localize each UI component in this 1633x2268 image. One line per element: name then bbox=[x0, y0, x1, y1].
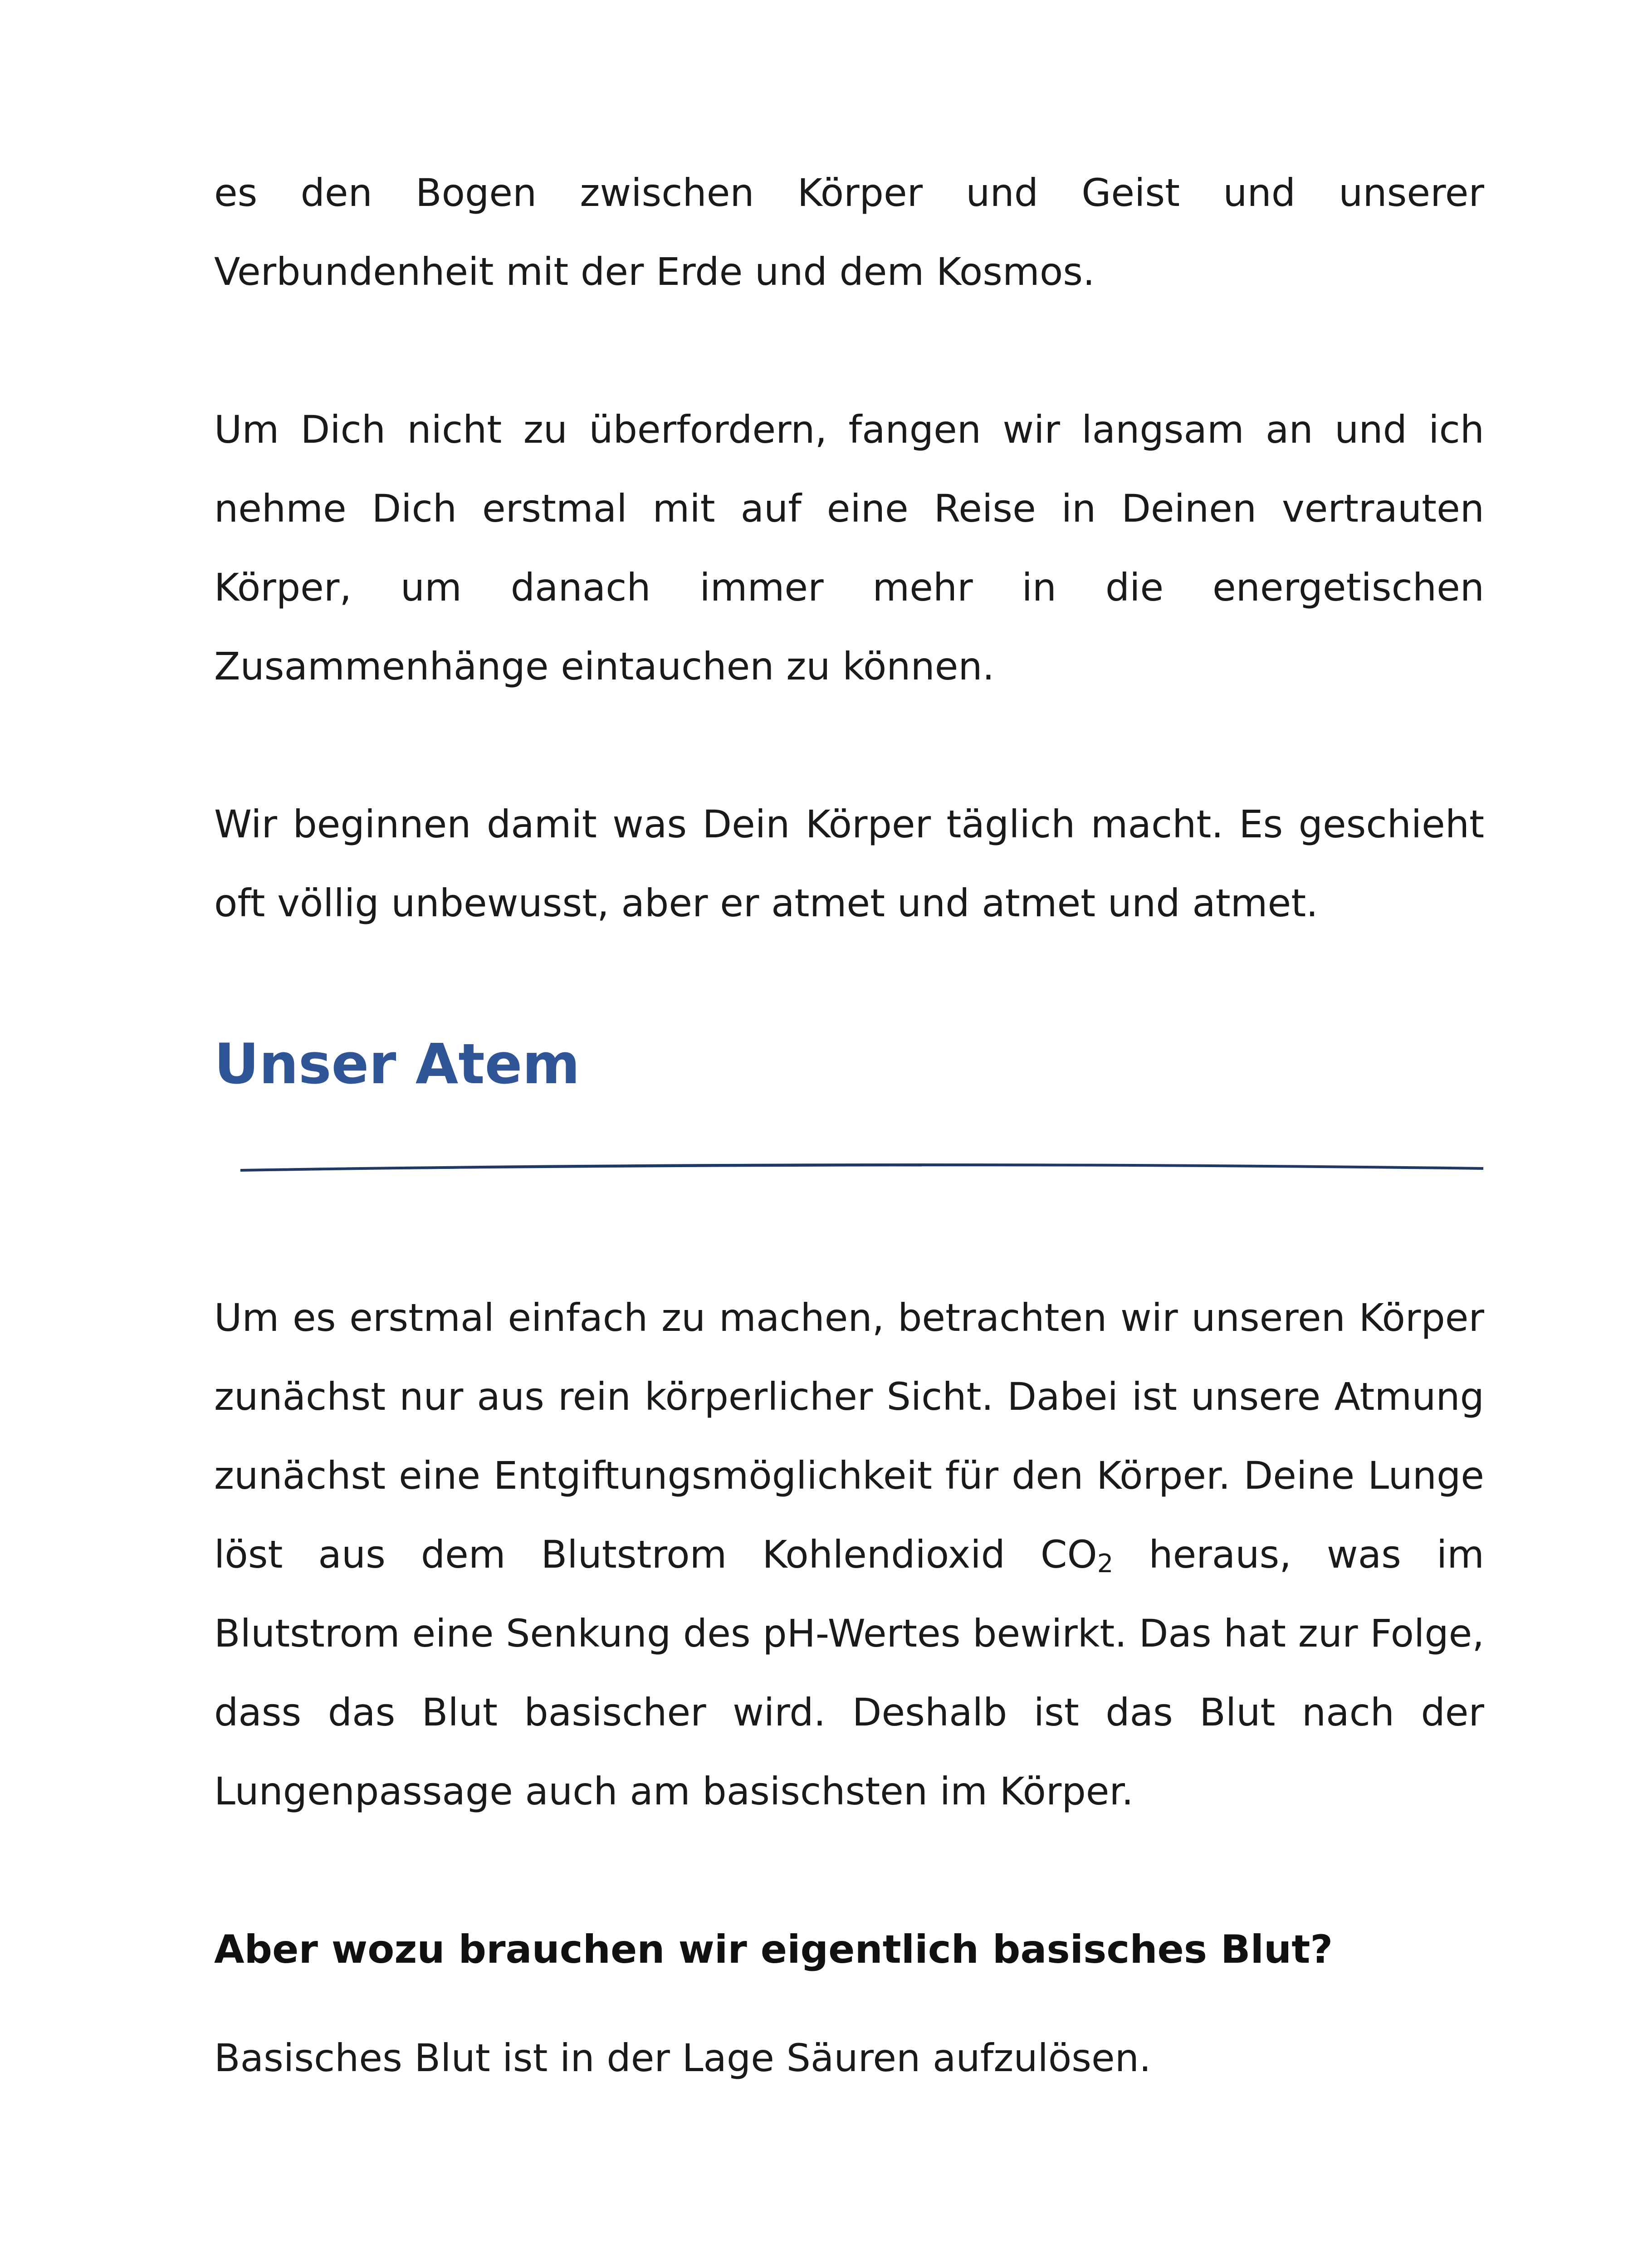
paragraph-journey: Um Dich nicht zu überfordern, fangen wir langsam an und ich nehme Dich erstmal mit auf eine Reise in Deinen vertrauten Körper, um danach immer mehr in die energetischen Zusammenhänge eintauchen zu können. bbox=[214, 407, 1484, 689]
co2-subscript: 2 bbox=[1097, 1549, 1114, 1579]
paragraph-basic-blood: Basisches Blut ist in der Lage Säuren aufzulösen. bbox=[214, 2036, 1151, 2080]
paragraph-breathing-intro: Wir beginnen damit was Dein Körper täglich macht. Es geschieht oft völlig unbewusst, aber er atmet und atmet und atmet. bbox=[214, 802, 1484, 925]
paragraph-text-part: Um es erstmal einfach zu machen, betrachten wir unseren Körper zunächst nur aus rein körperlicher Sicht. Dabei ist unsere Atmung zunächst eine Entgiftungsmöglichkeit für den Körper. Deine Lunge löst aus dem Blutstrom Kohlendioxid CO bbox=[214, 1295, 1484, 1577]
question-heading: Aber wozu brauchen wir eigentlich basisches Blut? bbox=[214, 1927, 1333, 1972]
section-heading: Unser Atem bbox=[214, 1032, 580, 1096]
paragraph-intro-continuation: es den Bogen zwischen Körper und Geist und unserer Verbundenheit mit der Erde und dem Kosmos. bbox=[214, 171, 1484, 294]
heading-divider-line bbox=[240, 1152, 1483, 1179]
paragraph-text-part: heraus, was im Blutstrom eine Senkung des pH-Wertes bewirkt. Das hat zur Folge, dass das Blut basischer wird. Deshalb ist das Blut nach der Lungenpassage auch am basischsten im Körper. bbox=[214, 1532, 1485, 1813]
paragraph-breathing-detox bbox=[214, 1278, 1484, 1831]
